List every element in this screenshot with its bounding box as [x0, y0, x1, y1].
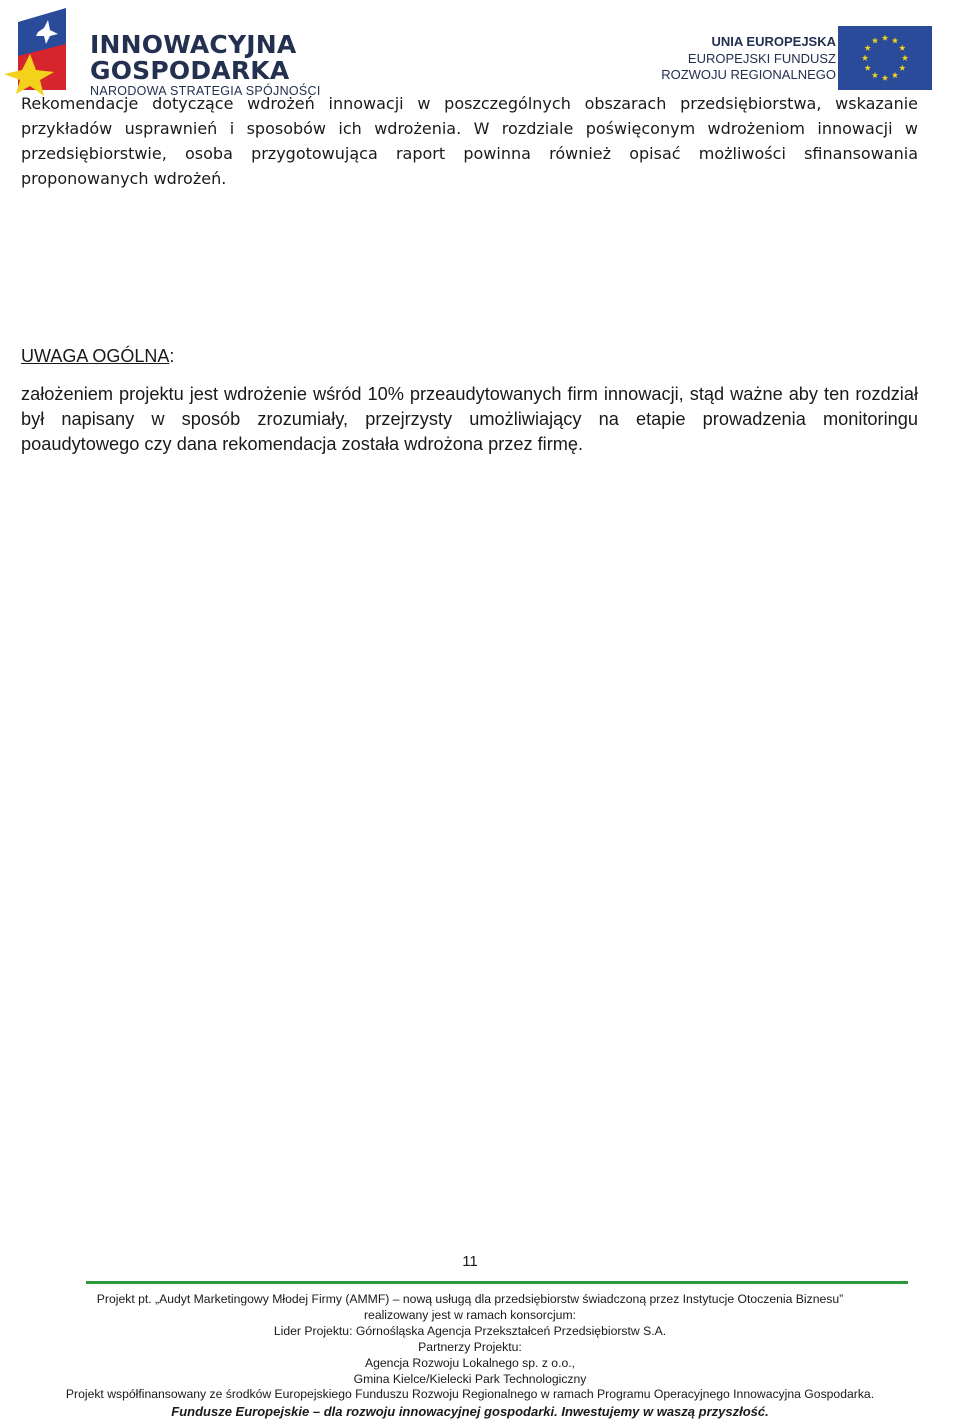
page-number: 11: [462, 1253, 478, 1270]
footer-slogan: Fundusze Europejskie – dla rozwoju innowacyjnej gospodarki. Inwestujemy w waszą przyszłość.: [171, 1404, 769, 1420]
logo-title-line2: GOSPODARKA: [90, 56, 290, 85]
notice-heading-text: UWAGA OGÓLNA: [21, 346, 170, 366]
nss-emblem-icon: [4, 4, 88, 100]
eu-logo: [660, 18, 950, 98]
eu-logo-line3: ROZWOJU REGIONALNEGO: [661, 67, 836, 82]
footer-partner-2: Gmina Kielce/Kielecki Park Technologiczny: [353, 1371, 587, 1386]
notice-heading-colon: :: [169, 346, 175, 366]
eu-flag-icon: [838, 26, 932, 90]
footer-lead-partner: Lider Projektu: Górnośląska Agencja Przekształceń Przedsiębiorstw S.A.: [273, 1323, 667, 1338]
footer: [0, 1292, 940, 1421]
eu-logo-line2: EUROPEJSKI FUNDUSZ: [687, 51, 836, 66]
footer-partner-1: Agencja Rozwoju Lokalnego sp. z o.o.,: [364, 1355, 576, 1370]
logo-subtitle: NARODOWA STRATEGIA SPÓJNOŚCI: [90, 84, 321, 98]
paragraph-recommendations: Rekomendacje dotyczące wdrożeń innowacji w poszczególnych obszarach przedsiębiorstwa, wskazanie przykładów usprawnień i sposobów ich wdrożenia. W rozdziale poświęconym wdrożeniom innowacji w przedsiębiorstwie, osoba przygotowująca raport powinna również opisać możliwości sfinansowania proponowanych wdrożeń.: [21, 94, 918, 188]
notice-heading: [21, 346, 174, 367]
footer-partners-label: Partnerzy Projektu:: [418, 1339, 522, 1354]
footer-divider: [86, 1281, 908, 1284]
footer-project-title: Projekt pt. „Audyt Marketingowy Młodej Firmy (AMMF) – nową usługą dla przedsiębiorstw świadczoną przez Instytucje Otoczenia Biznesu”: [96, 1292, 844, 1306]
footer-cofinancing: Projekt współfinansowany ze środków Europejskiego Funduszu Rozwoju Regionalnego w ramach Programu Operacyjnego Innowacyjna Gospodarka.: [65, 1387, 875, 1402]
logo-title-line1: INNOWACYJNA: [90, 30, 297, 59]
eu-logo-line1: UNIA EUROPEJSKA: [711, 34, 836, 49]
footer-consortium: realizowany jest w ramach konsorcjum:: [363, 1307, 576, 1322]
paragraph-notice: założeniem projektu jest wdrożenie wśród 10% przeaudytowanych firm innowacji, stąd ważne aby ten rozdział był napisany w sposób zrozumiały, przejrzysty umożliwiający na etapie prowadzenia monitoringu poaudytowego czy dana rekomendacja została wdrożona przez firmę.: [21, 384, 918, 454]
innowacyjna-gospodarka-logo: [4, 4, 321, 100]
